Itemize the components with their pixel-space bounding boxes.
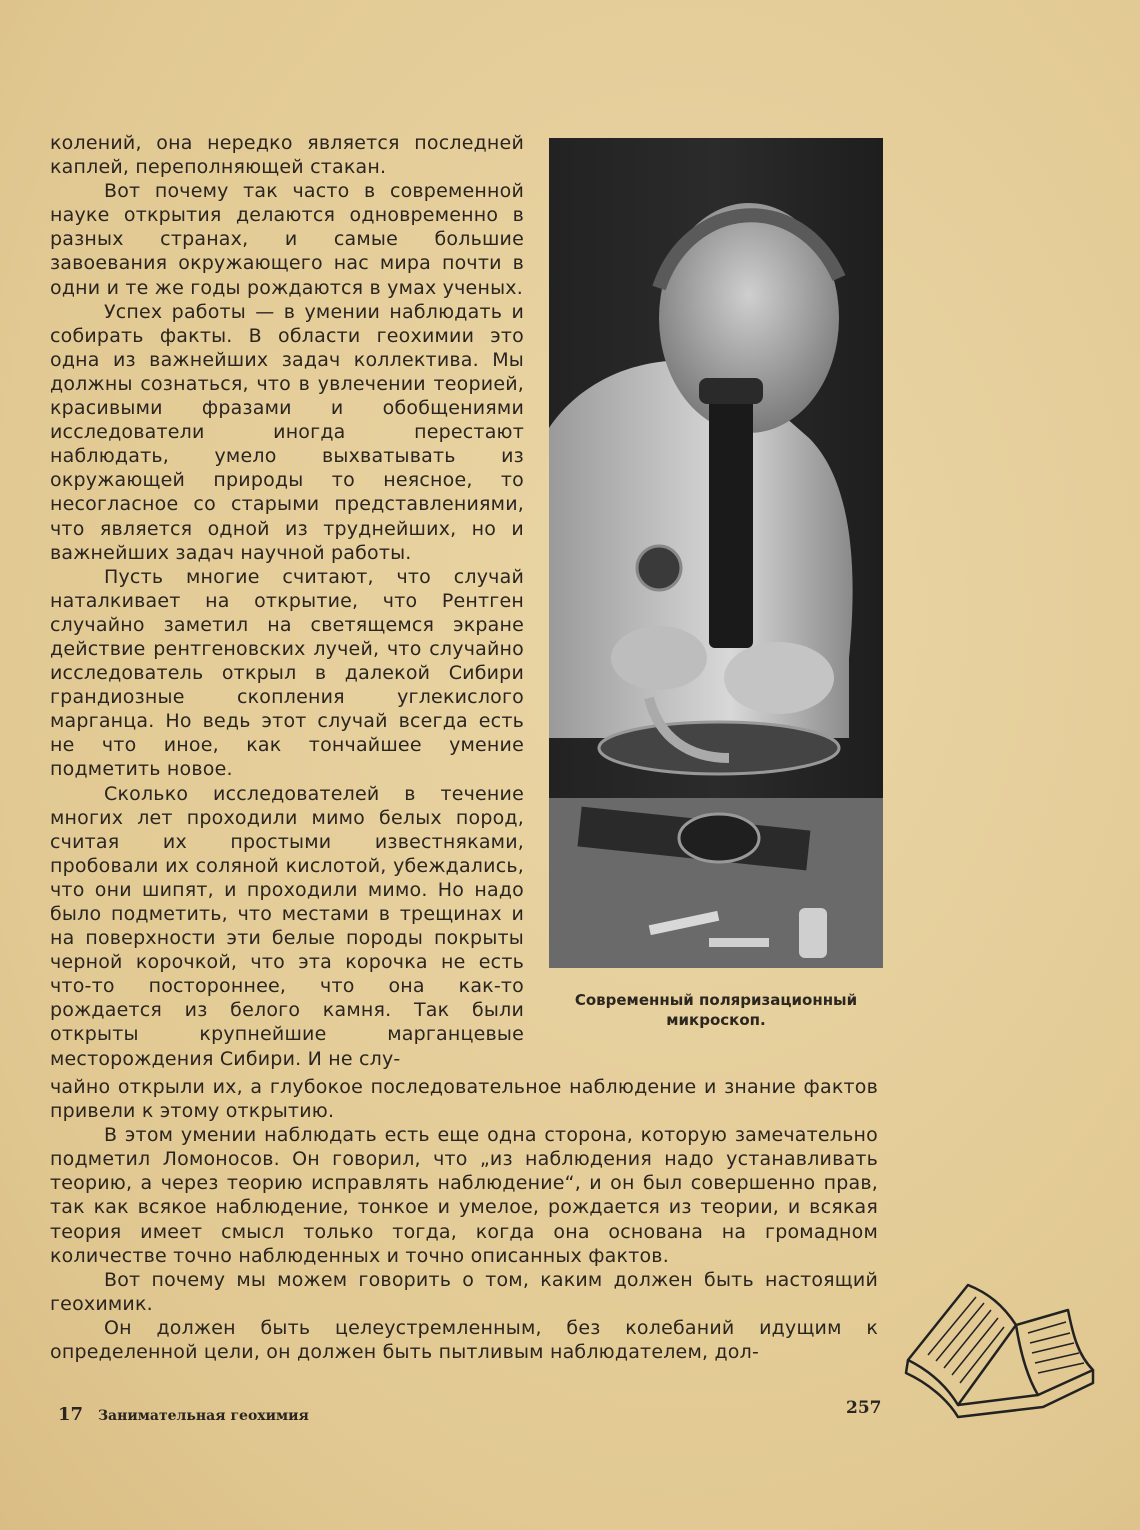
microscope-illustration	[549, 138, 883, 968]
figure-caption: Современный поляризационный микроскоп.	[574, 991, 858, 1029]
book-title: Занимательная геохимия	[97, 1408, 309, 1424]
signature-number: 17	[58, 1404, 84, 1425]
paragraph-1: колений, она нередко является последней каплей, переполняющей стакан.	[50, 132, 524, 179]
paragraph-9: Он должен быть целеустремленным, без колебаний идущим к определенной цели, он должен быть пытливым наблюдателем, дол-	[50, 1316, 878, 1364]
paragraph-3: Успех работы — в умении наблюдать и собирать факты. В области геохимии это одна из важнейших задач коллектива. Мы должны сознаться, что в увлечении теорией, красивыми фразами и обобщениями исследователи иногда перестают наблюдать, умело выхватывать из окружающей природы то неясное, то несогласное со старыми представлениями, что является одной из труднейших, но и важнейших задач научной работы.	[50, 300, 524, 564]
paragraph-8: Вот почему мы можем говорить о том, каким должен быть настоящий геохимик.	[50, 1268, 878, 1315]
footer-signature	[58, 1404, 309, 1425]
paragraph-6: чайно открыли их, а глубокое последовательное наблюдение и знание фактов привели к этому открытию.	[50, 1076, 878, 1123]
text-column	[50, 131, 524, 1071]
microscope-photo	[549, 138, 883, 968]
text-full-width	[50, 1075, 878, 1364]
paragraph-2: Вот почему так часто в современной науке открытия делаются одновременно в разных странах, и самые большие завоевания окружающего нас мира почти в одни и те же годы рождаются в умах ученых.	[50, 180, 524, 299]
page-number: 257	[846, 1398, 882, 1418]
paragraph-4: Пусть многие считают, что случай наталкивает на открытие, что Рентген случайно заметил на светящемся экране действие рентгеновских лучей, что случайно исследователь открыл в далекой Сибири грандиозные скопления углекислого марганца. Но ведь этот случай всегда есть не что иное, как тончайшее умение подметить новое.	[50, 565, 524, 781]
paragraph-7: В этом умении наблюдать есть еще одна сторона, которую замечательно подметил Ломоносов. Он говорил, что „из наблюдения надо устанавливать теорию, а через теорию исправлять наблюдение“, и он был совершенно прав, так как всякое наблюдение, тонкое и умелое, рождается из теории, и всякая теория имеет смысл только тогда, когда она основана на громадном количестве точно наблюденных и точно описанных фактов.	[50, 1124, 878, 1267]
open-book-icon	[898, 1275, 1098, 1425]
paragraph-5: Сколько исследователей в течение многих лет проходили мимо белых пород, считая их простыми известняками, пробовали их соляной кислотой, убеждались, что они шипят, и проходили мимо. Но надо было подметить, что местами в трещинах и на поверхности эти белые породы покрыты черной корочкой, что эта корочка не есть что-то постороннее, что она как-то рождается из белого камня. Так были открыты крупнейшие марганцевые месторождения Сибири. И не слу-	[50, 782, 524, 1070]
